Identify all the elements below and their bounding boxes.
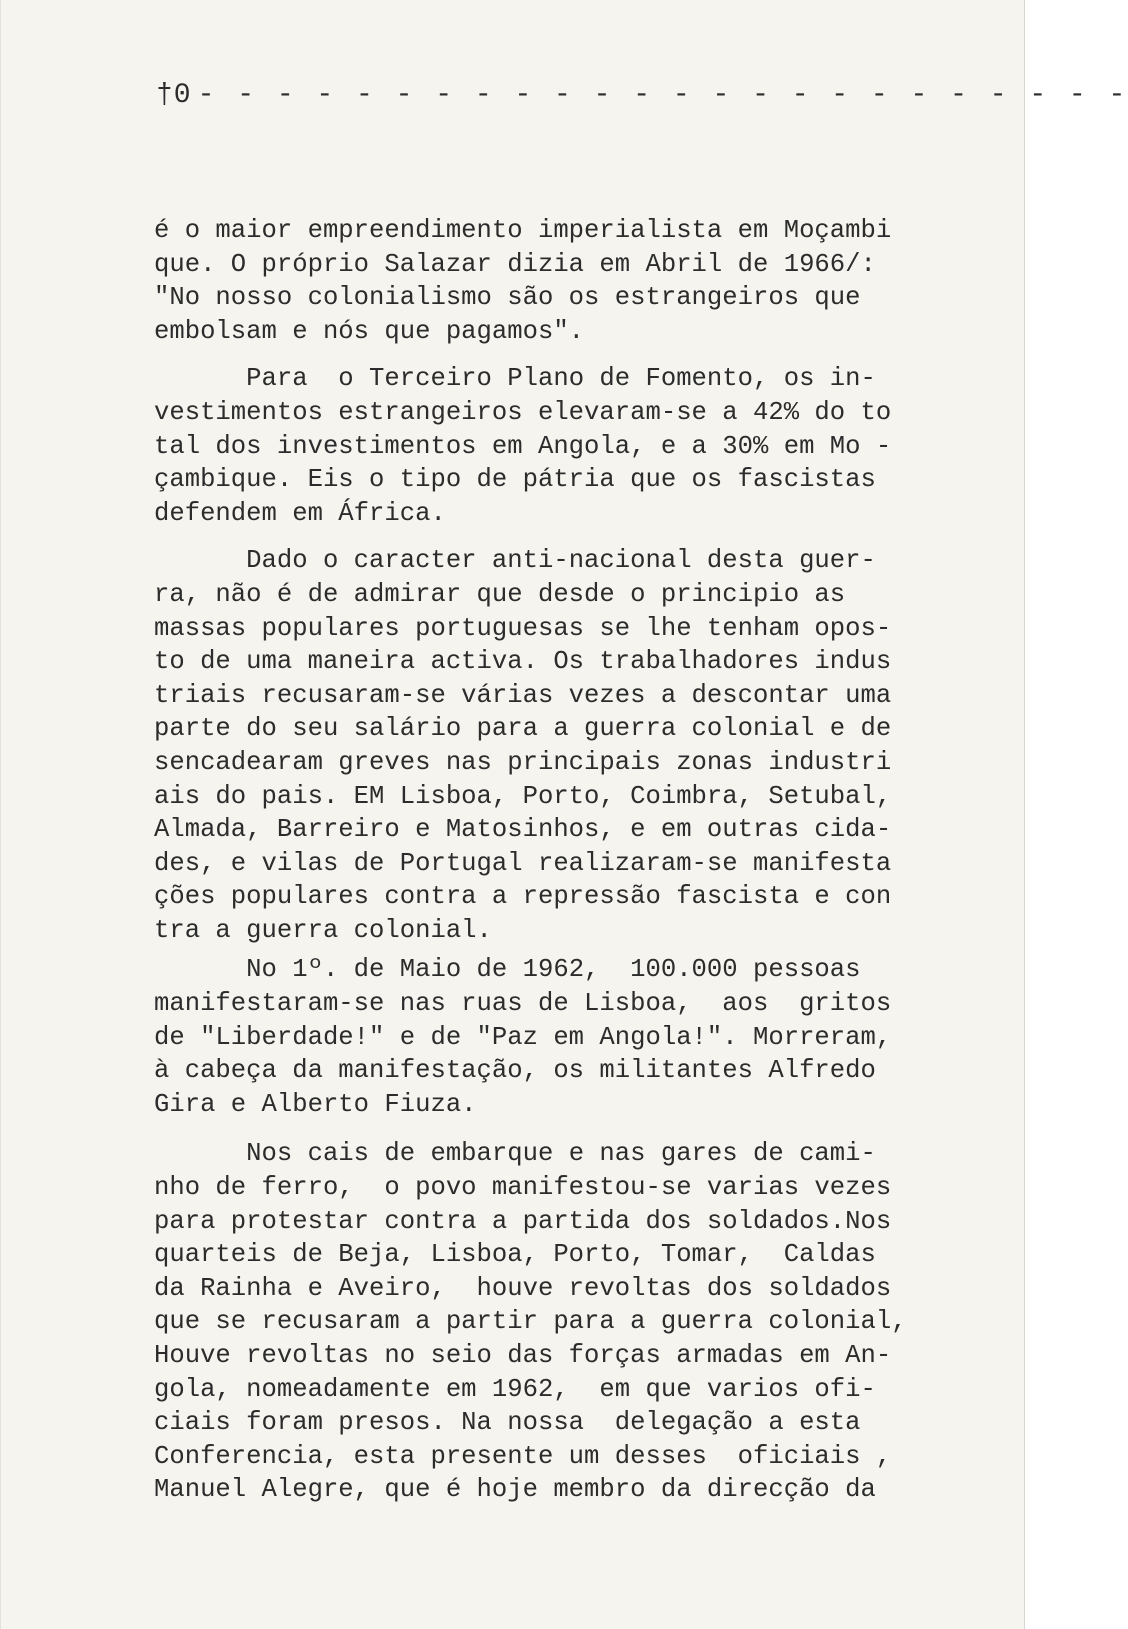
paragraph-soldier-revolts: Nos cais de embarque e nas gares de cami- nho de ferro, o povo manifestou-se varias vezes para protestar contra a partida dos soldados.Nos quarteis de Beja, Lisboa, Porto, Tomar, Caldas da Rainha e Aveiro, houve revoltas dos soldados que se recusaram a partir para a guerra colonial, Houve revoltas no seio das forças armadas em An- gola, nomeadamente em 1962, em que varios ofi- ciais foram presos. Na nossa delegação a esta Conferencia, esta presente um desses oficiais , Manuel Alegre, que é hoje membro da direcção da bbox=[154, 1139, 907, 1505]
paragraph-third-development-plan: Para o Terceiro Plano de Fomento, os in- vestimentos estrangeiros elevaram-se a 42% do to tal dos investimentos em Angola, e a 30% em Mo - çambique. Eis o tipo de pátria que os fascistas defendem em África. bbox=[154, 364, 892, 528]
header-dash-rule: - - - - - - - - - - - - - - - - - - - - - - - - bbox=[197, 80, 1128, 111]
body-text bbox=[154, 214, 914, 1507]
paragraph-mozambique-investment: é o maior empreendimento imperialista em Moçambi que. O próprio Salazar dizia em Abril de 1966/: "No nosso colonialismo são os estrangeiros que embolsam e nós que pagamos". bbox=[154, 216, 892, 346]
paragraph-may-day-1962: No 1º. de Maio de 1962, 100.000 pessoas manifestaram-se nas ruas de Lisboa, aos gritos de "Liberdade!" e de "Paz em Angola!". Morreram, à cabeça da manifestação, os militantes Alfredo Gira e Alberto Fiuza. bbox=[154, 955, 892, 1119]
page-number: †0 bbox=[156, 80, 192, 111]
page-header bbox=[156, 80, 1128, 111]
paragraph-popular-opposition: Dado o caracter anti-nacional desta guer- ra, não é de admirar que desde o principio as massas populares portuguesas se lhe tenham opos- to de uma maneira activa. Os trabalhadores indus triais recusaram-se várias vezes a descontar uma parte do seu salário para a guerra colonial e de sencadearam greves nas principais zonas industri ais do pais. EM Lisboa, Porto, Coimbra, Setubal, Almada, Barreiro e Matosinhos, e em outras cida- des, e vilas de Portugal realizaram-se manifesta ções populares contra a repressão fascista e con tra a guerra colonial. bbox=[154, 546, 892, 945]
